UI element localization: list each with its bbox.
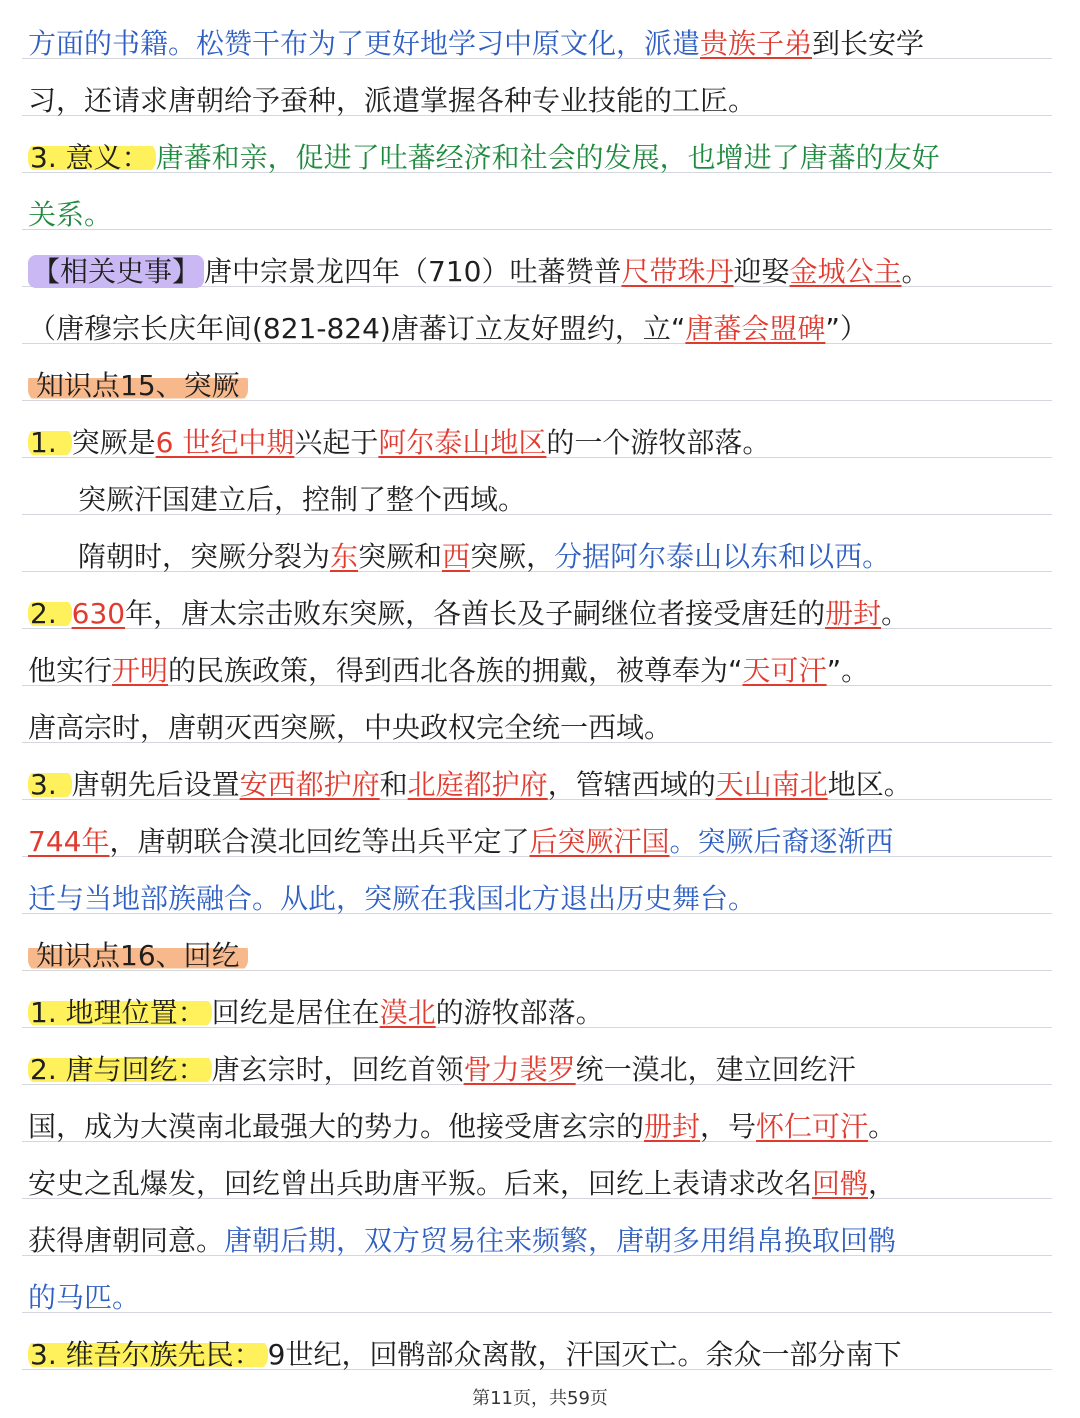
text-green: 关系。 <box>28 198 113 231</box>
text-line <box>28 73 1056 129</box>
key-term: 北庭都护府 <box>407 768 548 801</box>
text: ”） <box>825 312 868 345</box>
key-term: 阿尔泰山地区 <box>378 426 547 459</box>
text-line <box>28 757 1056 813</box>
text: 兴起于 <box>294 426 379 459</box>
point-heading: 2. 唐与回纥： <box>28 1053 212 1086</box>
page-number: 第11页，共59页 <box>472 1388 608 1409</box>
text-line <box>28 700 1056 756</box>
text: 安史之乱爆发，回纥曾出兵助唐平叛。后来，回纥上表请求改名 <box>28 1167 813 1200</box>
text: 的一个游牧部落。 <box>546 426 771 459</box>
text: 。 <box>881 597 910 630</box>
key-term: 贵族子弟 <box>700 27 813 60</box>
text: ，号 <box>700 1110 757 1143</box>
key-term: 东 <box>330 540 359 573</box>
text: ，唐朝联合漠北回纥等出兵平定了 <box>109 825 530 858</box>
text-line <box>28 586 1056 642</box>
key-term: 漠北 <box>379 996 436 1029</box>
key-term: 安西都护府 <box>239 768 380 801</box>
text: 到长安学 <box>812 27 925 60</box>
key-term: 回鹘 <box>812 1167 869 1200</box>
text: 唐中宗景龙四年（710）吐蕃赞普 <box>204 255 622 288</box>
point-heading: 1. 地理位置： <box>28 996 212 1029</box>
key-term: 天山南北 <box>715 768 828 801</box>
text: 和 <box>379 768 408 801</box>
key-term: 金城公主 <box>789 255 902 288</box>
text-line <box>78 472 1056 528</box>
key-term: 尺带珠丹 <box>621 255 734 288</box>
key-term: 后突厥汗国 <box>529 825 670 858</box>
text: 习，还请求唐朝给予蚕种，派遣掌握各种专业技能的工匠。 <box>28 84 757 117</box>
section-heading-line <box>28 358 1056 414</box>
text-line <box>28 130 1056 186</box>
text: 9世纪，回鹘部众离散，汗国灭亡。余众一部分南下 <box>267 1338 902 1371</box>
text-line <box>28 1270 1056 1326</box>
text-blue: 分据阿尔泰山以东和以西。 <box>554 540 891 573</box>
text-blue: 方面的书籍。松赞干布为了更好地学习中原文化，派遣 <box>28 27 701 60</box>
text: 统一漠北，建立回纥汗 <box>575 1053 856 1086</box>
text-line <box>28 1156 1056 1212</box>
text-line <box>28 985 1056 1041</box>
text-line <box>28 643 1056 699</box>
key-term: 744年 <box>28 825 110 858</box>
key-term: 开明 <box>112 654 169 687</box>
text-line <box>28 1213 1056 1269</box>
text: 唐玄宗时，回纥首领 <box>211 1053 464 1086</box>
key-term: 西 <box>442 540 471 573</box>
point-heading: 3. 意义： <box>28 141 156 174</box>
text: 国，成为大漠南北最强大的势力。他接受唐玄宗的 <box>28 1110 645 1143</box>
key-term: 怀仁可汗 <box>756 1110 869 1143</box>
point-number: 3. <box>28 768 72 801</box>
text-green: 唐蕃和亲，促进了吐蕃经济和社会的发展，也增进了唐蕃的友好 <box>155 141 940 174</box>
section-heading: 知识点15、突厥 <box>28 369 248 402</box>
text: 唐朝先后设置 <box>71 768 240 801</box>
text-line <box>28 871 1056 927</box>
text-line <box>28 244 1056 300</box>
key-term: 册封 <box>644 1110 701 1143</box>
key-term: 630 <box>71 597 126 630</box>
point-number: 1. <box>28 426 72 459</box>
text-blue: 唐朝后期，双方贸易往来频繁，唐朝多用绢帛换取回鹘 <box>224 1224 897 1257</box>
text-line <box>28 301 1056 357</box>
text: 隋朝时，突厥分裂为 <box>78 540 331 573</box>
text: ， <box>868 1167 897 1200</box>
text: 迎娶 <box>733 255 790 288</box>
text-line <box>28 16 1056 72</box>
text-line <box>28 1042 1056 1098</box>
text-blue: 迁与当地部族融合。从此，突厥在我国北方退出历史舞台。 <box>28 882 757 915</box>
section-heading: 知识点16、回纥 <box>28 939 248 972</box>
text: 年，唐太宗击败东突厥，各酋长及子嗣继位者接受唐廷的 <box>125 597 826 630</box>
text: 。 <box>868 1110 897 1143</box>
text: 他实行 <box>28 654 113 687</box>
text-line <box>28 1327 1056 1383</box>
key-term: 6 世纪中期 <box>155 426 295 459</box>
text: 地区。 <box>827 768 912 801</box>
key-term: 骨力裴罗 <box>463 1053 576 1086</box>
text-line <box>78 529 1056 585</box>
text-line <box>28 814 1056 870</box>
text: 突厥是 <box>71 426 156 459</box>
related-events-label: 【相关史事】 <box>28 255 204 288</box>
text-line <box>28 187 1056 243</box>
point-heading: 3. 维吾尔族先民： <box>28 1338 268 1371</box>
key-term: 唐蕃会盟碑 <box>685 312 826 345</box>
section-heading-line <box>28 928 1056 984</box>
text: ”。 <box>826 654 870 687</box>
text-blue: 的马匹。 <box>28 1281 141 1314</box>
key-term: 册封 <box>825 597 882 630</box>
text: 突厥， <box>470 540 555 573</box>
text-line <box>28 1099 1056 1155</box>
point-number: 2. <box>28 597 72 630</box>
key-term: 天可汗 <box>742 654 827 687</box>
text: ，管辖西域的 <box>547 768 716 801</box>
text: 突厥汗国建立后，控制了整个西域。 <box>78 483 527 516</box>
text-blue: 。突厥后裔逐渐西 <box>669 825 894 858</box>
text: 的民族政策，得到西北各族的拥戴，被尊奉为“ <box>168 654 743 687</box>
text: 突厥和 <box>358 540 443 573</box>
text-line <box>28 415 1056 471</box>
text: 获得唐朝同意。 <box>28 1224 225 1257</box>
text: 的游牧部落。 <box>435 996 604 1029</box>
text: （唐穆宗长庆年间(821-824)唐蕃订立友好盟约，立“ <box>28 312 686 345</box>
text: 。 <box>901 255 930 288</box>
text: 回纥是居住在 <box>211 996 380 1029</box>
text: 唐高宗时，唐朝灭西突厥，中央政权完全统一西域。 <box>28 711 673 744</box>
